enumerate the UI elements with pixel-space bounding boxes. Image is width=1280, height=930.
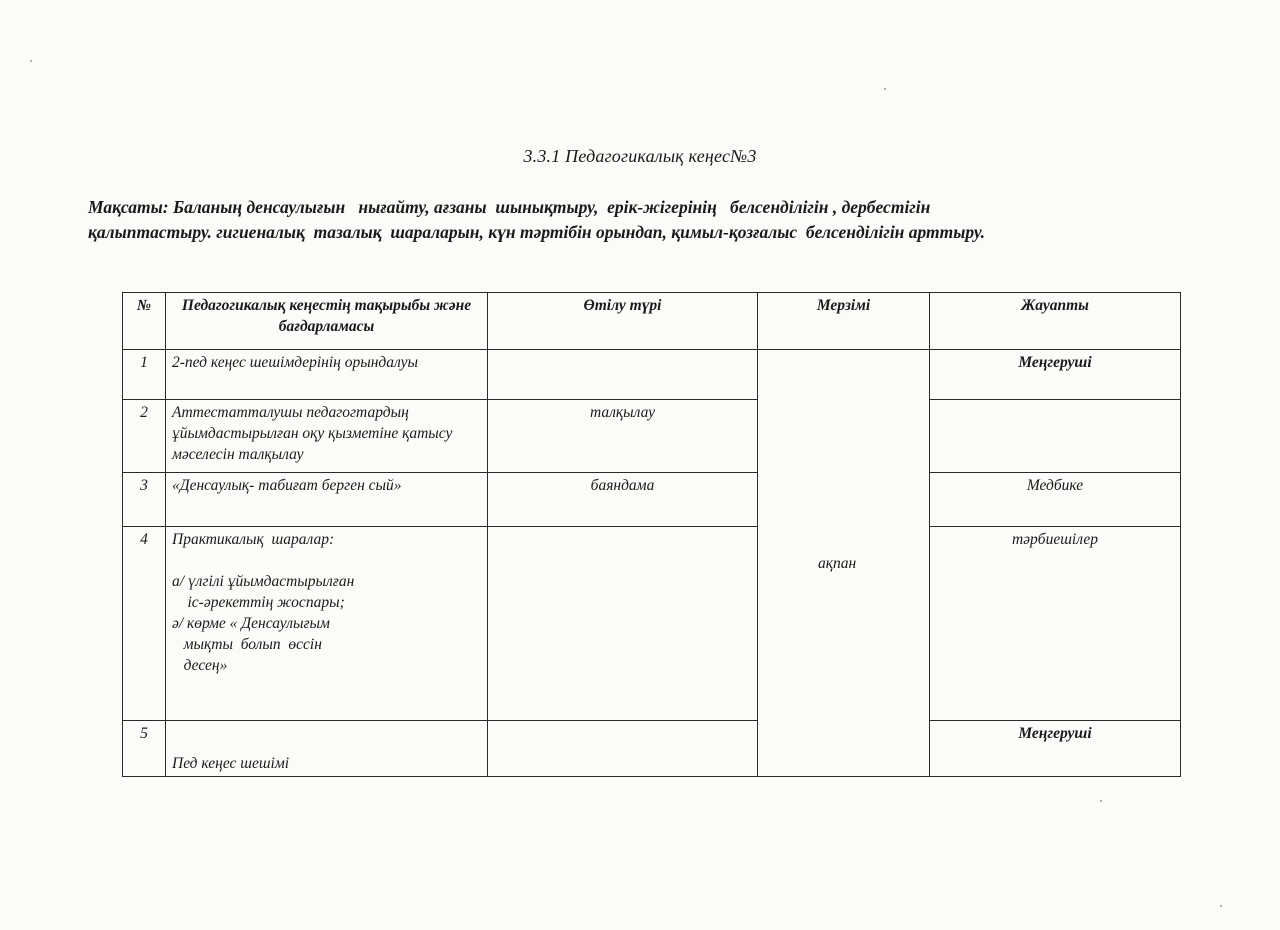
practice-title: Практикалық шаралар: — [172, 531, 335, 548]
row-num: 2 — [123, 400, 166, 473]
document-title: 3.3.1 Педагогикалық кеңес№3 — [523, 146, 757, 166]
row-responsible — [930, 400, 1181, 473]
row-responsible: Меңгеруші — [930, 721, 1181, 777]
practice-item: мықты болып өссін — [172, 636, 322, 653]
table-row — [123, 527, 1181, 721]
header-topic: Педагогикалық кеңестің тақырыбы және бағдарламасы — [166, 293, 488, 350]
row-form — [488, 721, 758, 777]
scan-speck — [1220, 905, 1222, 907]
row-topic: «Денсаулық- табиғат берген сый» — [166, 473, 488, 527]
row-num: 5 — [123, 721, 166, 777]
header-responsible: Жауапты — [930, 293, 1181, 350]
table-row — [123, 400, 1181, 473]
table-row — [123, 473, 1181, 527]
goal-line: Мақсаты: Баланың денсаулығын нығайту, ағзаны шынықтыру, ерік-жігерінің белсенділігін , дербестігін — [88, 197, 931, 217]
scan-speck — [30, 60, 32, 62]
goal-line: қалыптастыру. гигиеналық тазалық шараларын, күн тәртібін орындап, қимыл-қозғалыс белсенділігін арттыру. — [88, 222, 985, 242]
table-header-row — [123, 293, 1181, 350]
row-responsible: Медбике — [930, 473, 1181, 527]
row-num: 4 — [123, 527, 166, 721]
practice-item: десең» — [172, 657, 228, 674]
term-cell: ақпан — [758, 350, 930, 777]
row-num: 1 — [123, 350, 166, 400]
scan-speck — [1100, 800, 1102, 802]
row-form — [488, 350, 758, 400]
row-topic: Пед кеңес шешімі — [166, 721, 488, 777]
row-form: талқылау — [488, 400, 758, 473]
row-num: 3 — [123, 473, 166, 527]
row-form: баяндама — [488, 473, 758, 527]
header-form: Өтілу түрі — [488, 293, 758, 350]
practice-item: ә/ көрме « Денсаулығым — [172, 615, 330, 632]
header-term: Мерзімі — [758, 293, 930, 350]
row-responsible: Меңгеруші — [930, 350, 1181, 400]
practice-item: іс-әрекеттің жоспары; — [172, 594, 345, 611]
row-topic: 2-пед кеңес шешімдерінің орындалуы — [166, 350, 488, 400]
goal-paragraph — [88, 195, 1198, 245]
row-responsible: тәрбиешілер — [930, 527, 1181, 721]
practice-spacer — [172, 550, 481, 571]
table-row — [123, 350, 1181, 400]
council-plan-table — [122, 292, 1181, 777]
scan-speck — [884, 88, 886, 90]
row-topic: Аттестатталушы педагогтардың ұйымдастырылған оқу қызметіне қатысу мәселесін талқылау — [166, 400, 488, 473]
row-form — [488, 527, 758, 721]
practice-item: а/ үлгілі ұйымдастырылған — [172, 573, 355, 590]
table-row — [123, 721, 1181, 777]
row-topic — [166, 527, 488, 721]
header-num: № — [123, 293, 166, 350]
